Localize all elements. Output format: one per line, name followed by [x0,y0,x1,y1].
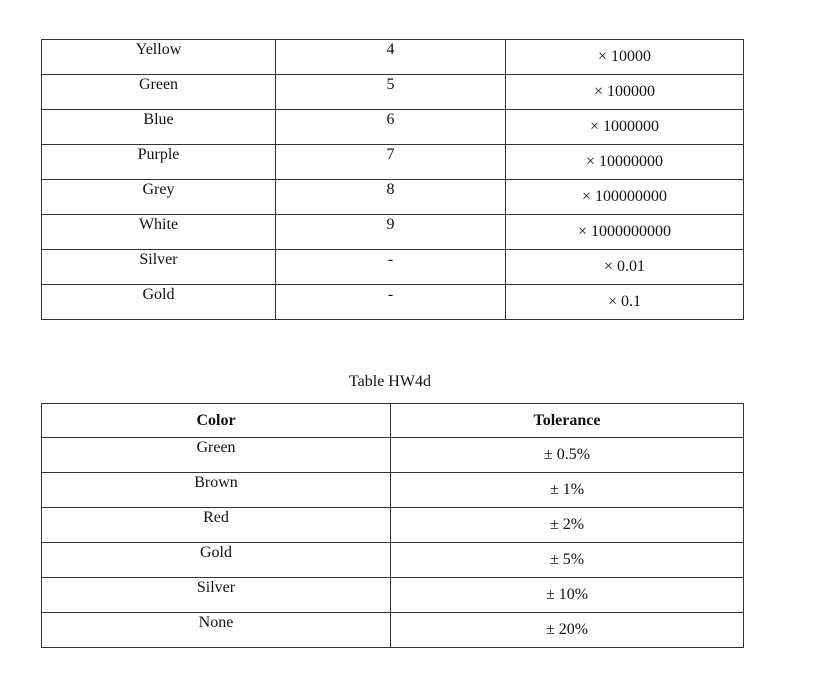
tolerance-cell: ± 1% [391,473,744,508]
header-color: Color [42,404,391,438]
color-cell: Gold [42,543,391,578]
multiplier-cell: × 100000 [506,75,744,110]
multiplier-cell: × 10000 [506,40,744,75]
digit-cell: 7 [276,145,506,180]
color-cell: Silver [42,250,276,285]
digit-cell: 5 [276,75,506,110]
table-row [42,145,744,180]
multiplier-cell: × 0.1 [506,285,744,320]
table-row [42,110,744,145]
color-cell: Red [42,508,391,543]
tolerance-cell: ± 20% [391,613,744,648]
color-cell: Brown [42,473,391,508]
digit-cell: - [276,250,506,285]
table-caption: Table HW4d [349,373,431,390]
color-cell: Green [42,438,391,473]
multiplier-cell: × 0.01 [506,250,744,285]
color-cell: Green [42,75,276,110]
digit-cell: 6 [276,110,506,145]
tolerance-cell: ± 0.5% [391,438,744,473]
color-cell: Silver [42,578,391,613]
table-row [42,215,744,250]
tolerance-cell: ± 10% [391,578,744,613]
digit-cell: - [276,285,506,320]
tolerance-table-body [42,438,744,648]
color-cell: Blue [42,110,276,145]
digit-cell: 9 [276,215,506,250]
table-row [42,508,744,543]
digit-cell: 8 [276,180,506,215]
color-cell: Purple [42,145,276,180]
color-cell: Gold [42,285,276,320]
header-tolerance: Tolerance [391,404,744,438]
tolerance-cell: ± 5% [391,543,744,578]
multiplier-cell: × 100000000 [506,180,744,215]
color-cell: None [42,613,391,648]
color-cell: White [42,215,276,250]
multiplier-cell: × 10000000 [506,145,744,180]
color-cell: Yellow [42,40,276,75]
multiplier-cell: × 1000000 [506,110,744,145]
multiplier-cell: × 1000000000 [506,215,744,250]
multiplier-table-body [42,40,744,320]
table-row [42,473,744,508]
tolerance-header-row [42,404,744,438]
table-row [42,438,744,473]
table-row [42,578,744,613]
digit-cell: 4 [276,40,506,75]
table-row [42,285,744,320]
table-row [42,543,744,578]
multiplier-table [41,39,744,320]
table-row [42,75,744,110]
table-row [42,40,744,75]
tolerance-cell: ± 2% [391,508,744,543]
table-row [42,613,744,648]
tolerance-table [41,403,744,648]
table-row [42,250,744,285]
color-cell: Grey [42,180,276,215]
table-row [42,180,744,215]
